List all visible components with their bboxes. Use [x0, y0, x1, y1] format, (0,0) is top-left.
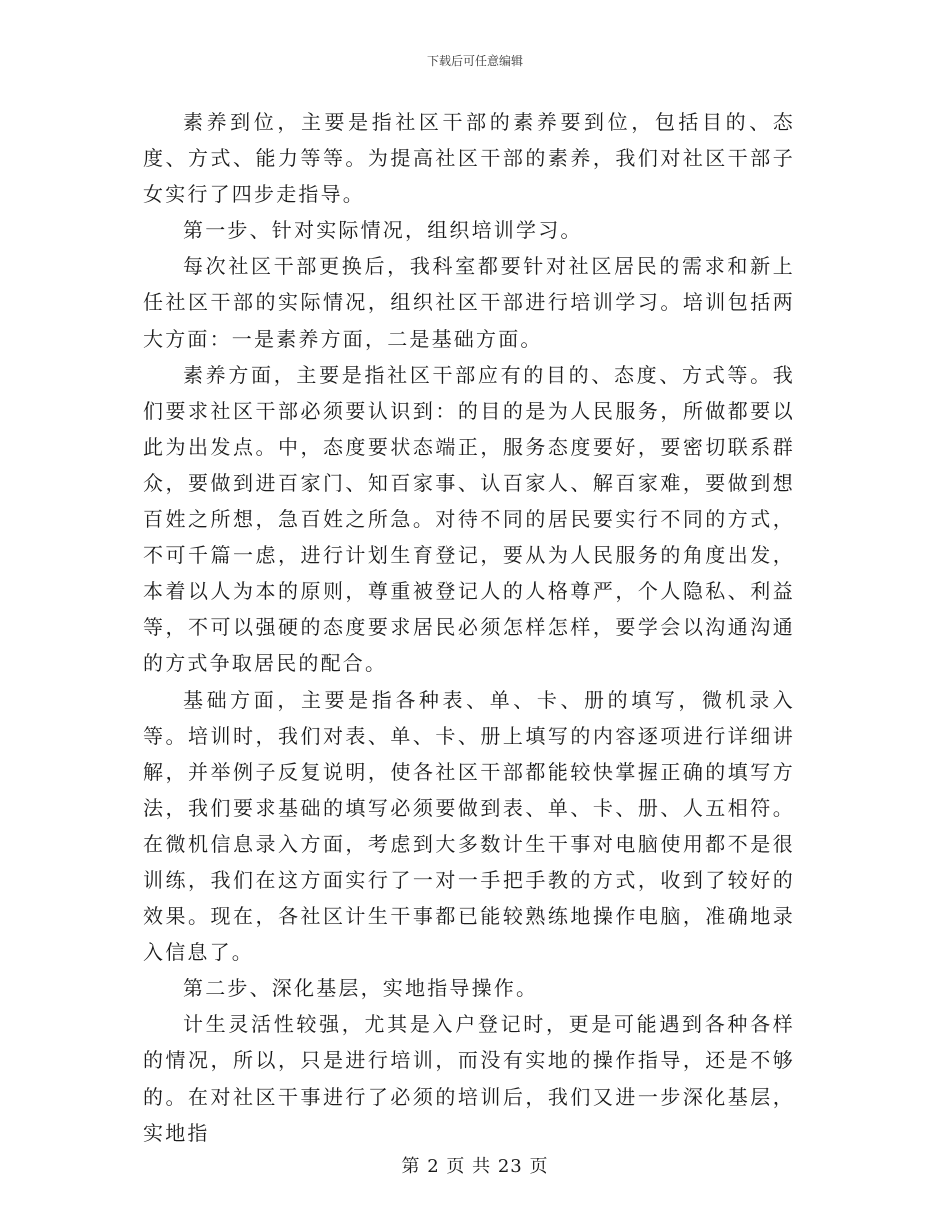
paragraph-3: 每次社区干部更换后，我科室都要针对社区居民的需求和新上任社区干部的实际情况，组织社区干部进行培训学习。培训包括两大方面：一是素养方面，二是基础方面。	[143, 254, 795, 351]
paragraph-6-heading-step-two: 第二步、深化基层，实地指导操作。	[183, 976, 539, 1001]
page-number-footer: 第 2 页 共 23 页	[401, 1156, 549, 1177]
paragraph-1: 素养到位，主要是指社区干部的素养要到位，包括目的、态度、方式、能力等等。为提高社区干部的素养，我们对社区干部子女实行了四步走指导。	[143, 110, 795, 207]
paragraph-7: 计生灵活性较强，尤其是入户登记时，更是可能遇到各种各样的情况，所以，只是进行培训，而没有实地的操作指导，还是不够的。在对社区干事进行了必须的培训后，我们又进一步深化基层，实地指	[143, 1012, 795, 1145]
paragraph-4: 素养方面，主要是指社区干部应有的目的、态度、方式等。我们要求社区干部必须要认识到：的目的是为人民服务，所做都要以此为出发点。中，态度要状态端正，服务态度要好，要密切联系群众，要做到进百家门、知百家事、认百家人、解百家难，要做到想百姓之所想，急百姓之所急。对待不同的居民要实行不同的方式，不可千篇一虑，进行计划生育登记，要从为人民服务的角度出发，本着以人为本的原则，尊重被登记人的人格尊严，个人隐私、利益等，不可以强硬的态度要求居民必须怎样怎样，要学会以沟通沟通的方式争取居民的配合。	[143, 362, 795, 676]
paragraph-2-heading-step-one: 第一步、针对实际情况，组织培训学习。	[183, 218, 583, 243]
document-body	[143, 104, 795, 1151]
paragraph-5: 基础方面，主要是指各种表、单、卡、册的填写，微机录入等。培训时，我们对表、单、卡、册上填写的内容逐项进行详细讲解，并举例子反复说明，使各社区干部都能较快掌握正确的填写方法，我们要求基础的填写必须要做到表、单、卡、册、人五相符。在微机信息录入方面，考虑到大多数计生干事对电脑使用都不是很训练，我们在这方面实行了一对一手把手教的方式，收到了较好的效果。现在，各社区计生干事都已能较熟练地操作电脑，准确地录入信息了。	[143, 687, 795, 965]
page-header-note: 下载后可任意编辑	[426, 54, 523, 68]
